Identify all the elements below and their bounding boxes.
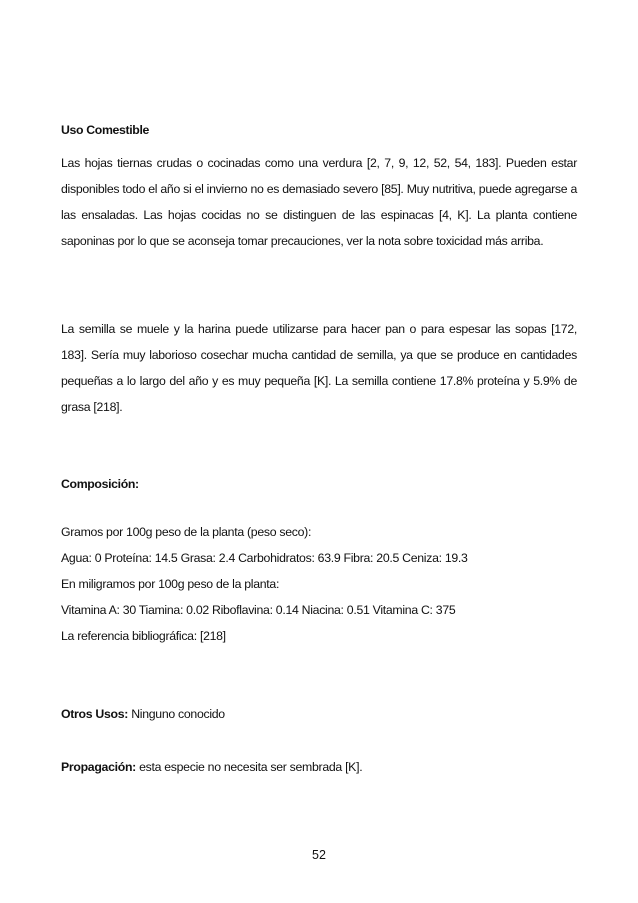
page-number: 52 [312,848,326,862]
section-heading-uso-comestible: Uso Comestible [61,123,150,137]
otros-usos-label: Otros Usos: [61,707,129,721]
composition-line: Agua: 0 Proteína: 14.5 Grasa: 2.4 Carbohidratos: 63.9 Fibra: 20.5 Ceniza: 19.3 [61,551,468,565]
otros-usos-text: Ninguno conocido [128,707,225,721]
propagacion-line [61,760,362,774]
paragraph-semilla: La semilla se muele y la harina puede utilizarse para hacer pan o para espesar las sopas [172, 183]. Sería muy laborioso cosechar mucha cantidad de semilla, ya que se produce en cantidades pequeñas a lo largo del año y es muy pequeña [K]. La semilla contiene 17.8% proteína y 5.9% de grasa [218]. [61,322,577,414]
composition-line: En miligramos por 100g peso de la planta: [61,577,280,591]
propagacion-text: esta especie no necesita ser sembrada [K]. [135,760,363,774]
propagacion-label: Propagación: [61,760,136,774]
otros-usos-line [61,707,225,721]
composition-line: Vitamina A: 30 Tiamina: 0.02 Riboflavina: 0.14 Niacina: 0.51 Vitamina C: 375 [61,603,456,617]
section-heading-composicion: Composición: [61,477,139,491]
paragraph-hojas: Las hojas tiernas crudas o cocinadas como una verdura [2, 7, 9, 12, 52, 54, 183]. Pueden estar disponibles todo el año si el invierno no es demasiado severo [85]. Muy nutritiva, puede agregarse a las ensaladas. Las hojas cocidas no se distinguen de las espinacas [4, K]. La planta contiene saponinas por lo que se aconseja tomar precauciones, ver la nota sobre toxicidad más arriba. [61,156,577,248]
composition-line: Gramos por 100g peso de la planta (peso seco): [61,525,312,539]
composition-line: La referencia bibliográfica: [218] [61,629,226,643]
